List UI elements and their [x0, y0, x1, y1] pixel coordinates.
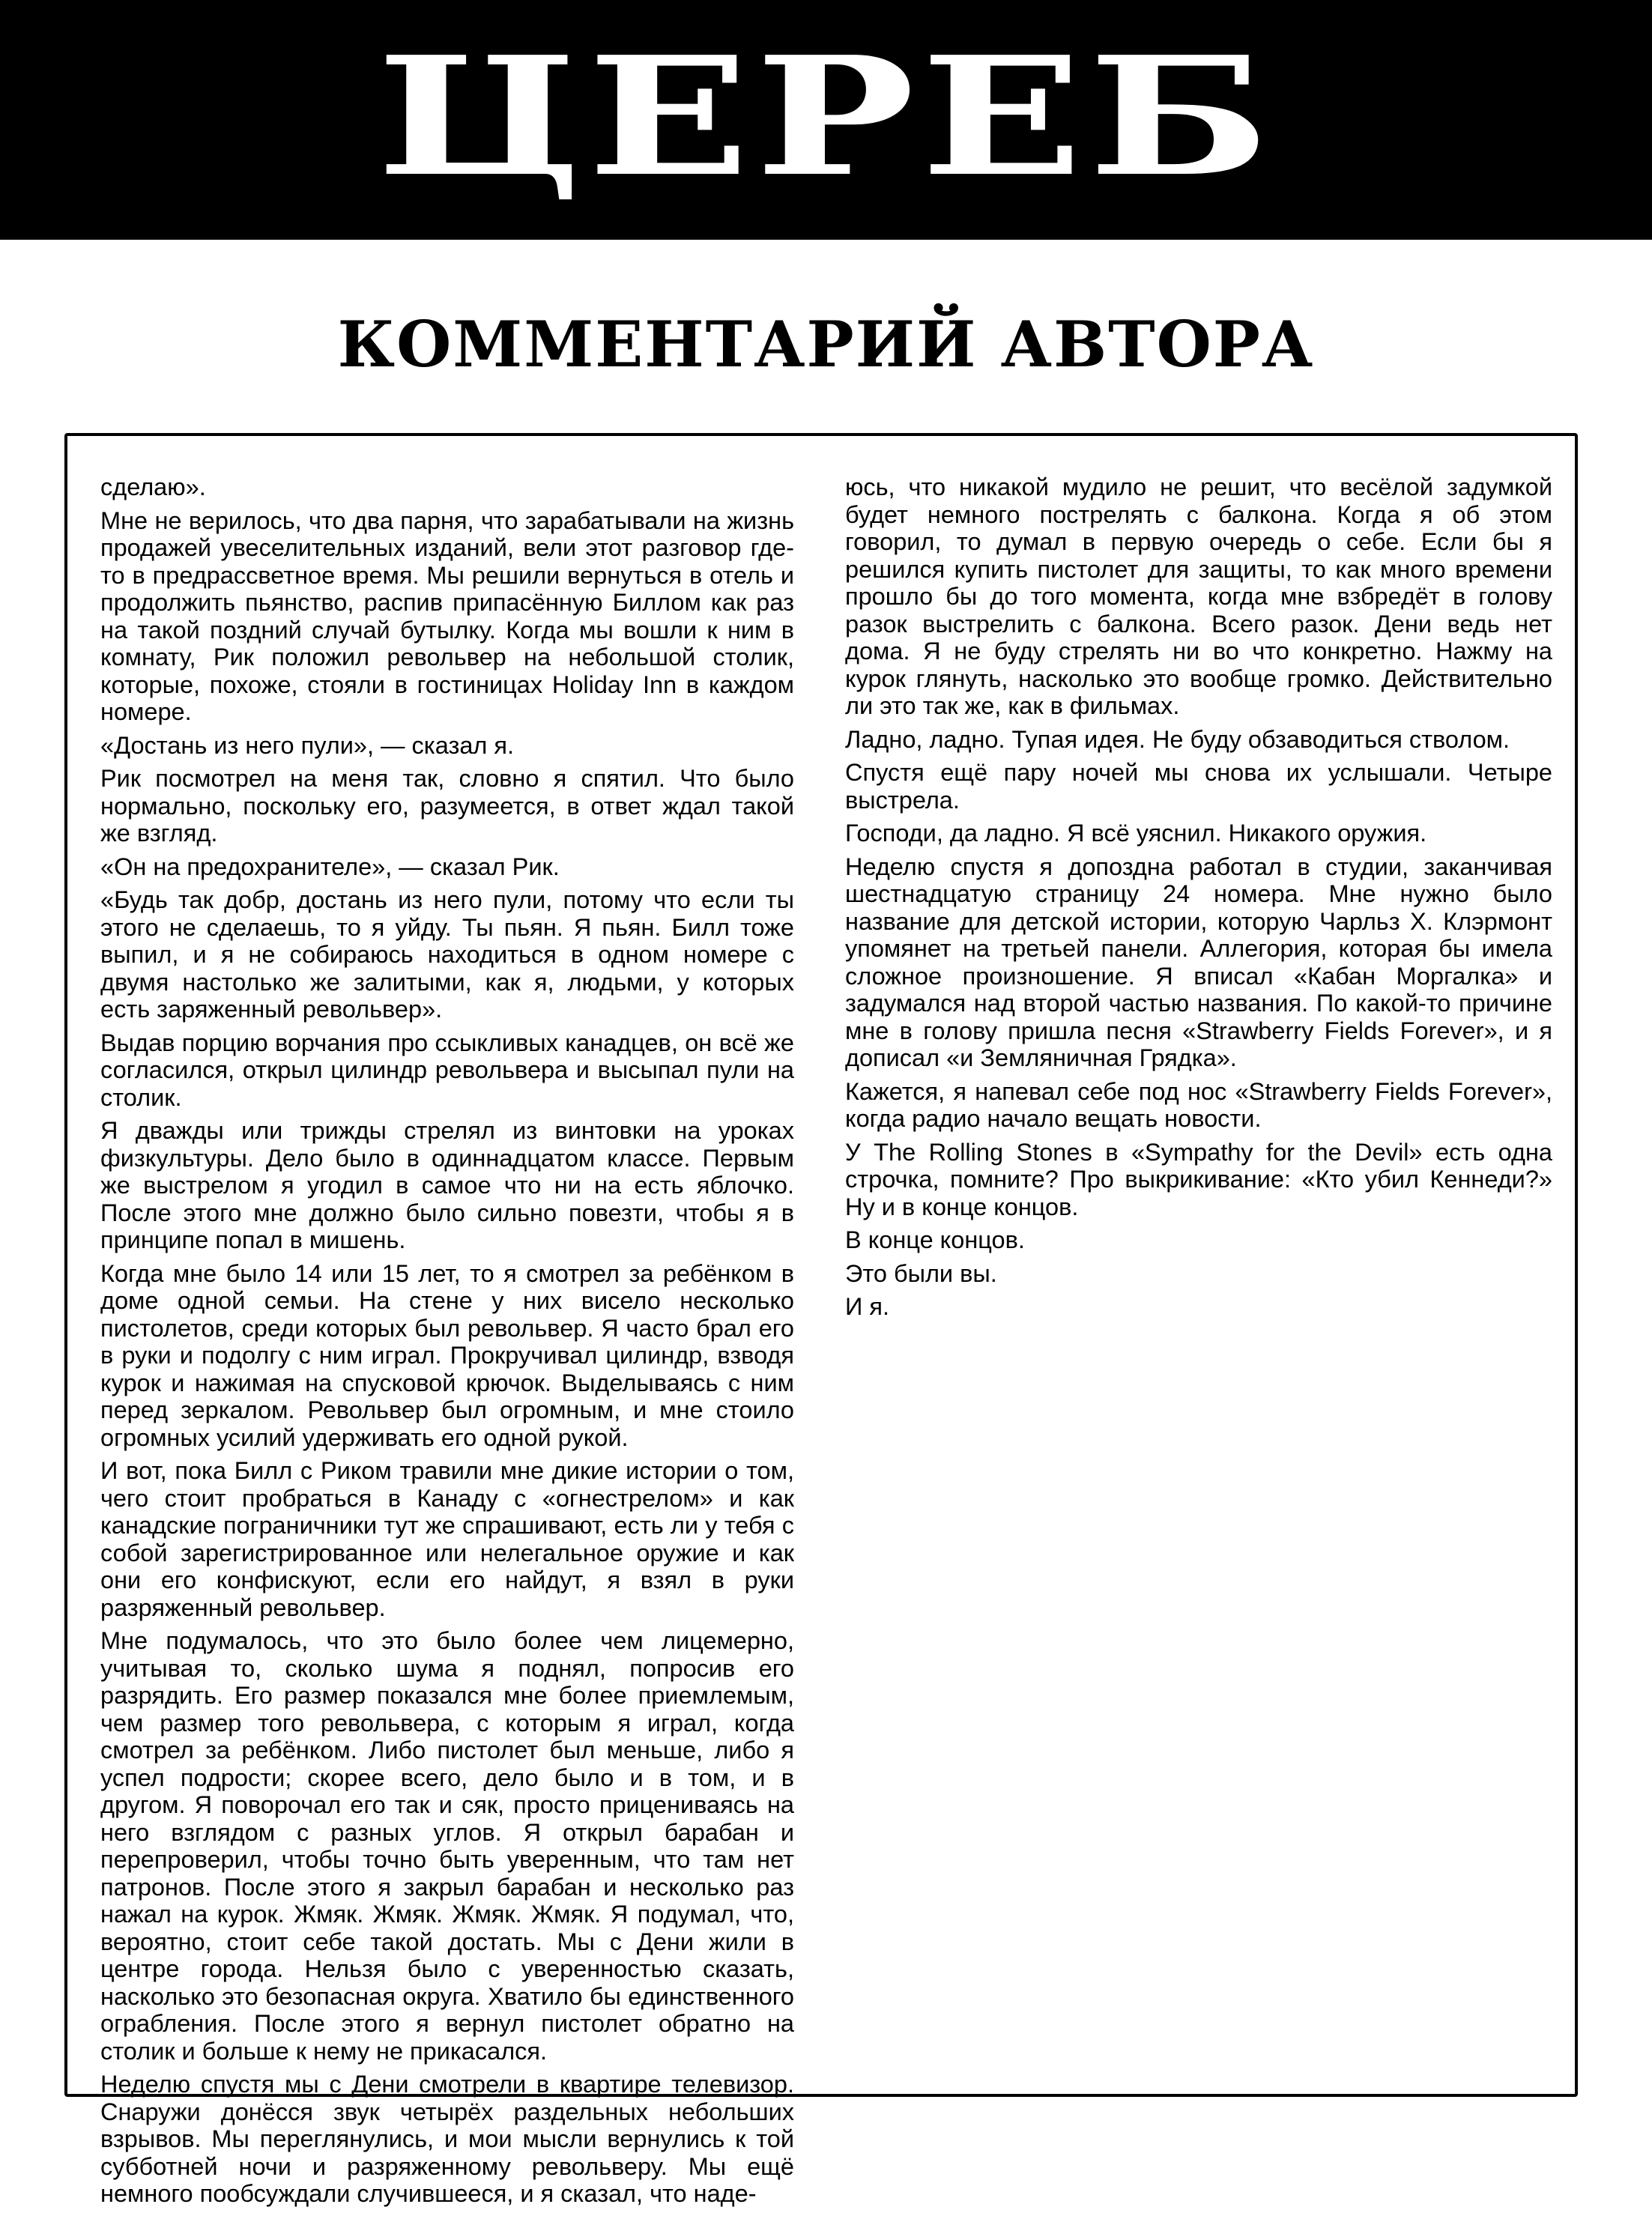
- paragraph: Мне не верилось, что два парня, что зарабатывали на жизнь продажей увеселительных изданий, вели этот разговор где-то в предрассветное время. Мы решили вернуться в отель и продолжить пьянство, распив припасённую Биллом как раз на такой поздний случай бутылку. Когда мы вошли к ним в комнату, Рик положил револьвер на небольшой столик, которые, похоже, стояли в гостиницах Holiday Inn в каждом номере.: [100, 506, 794, 725]
- paragraph: Спустя ещё пару ночей мы снова их услышали. Четыре выстрела.: [845, 759, 1552, 814]
- paragraph: «Он на предохранителе», — сказал Рик.: [100, 853, 560, 880]
- page-title: КОММЕНТАРИЙ АВТОРА: [337, 307, 1315, 381]
- right-text-column: [845, 473, 1552, 1327]
- paragraph: Ладно, ладно. Тупая идея. Не буду обзаводиться стволом.: [845, 725, 1510, 753]
- paragraph: Я дважды или трижды стрелял из винтовки на уроках физкультуры. Дело было в одиннадцатом классе. Первым же выстрелом я угодил в самое что ни на есть яблочко. После этого мне должно было сильно повезти, чтобы я в принципе попал в мишень.: [100, 1117, 794, 1253]
- paragraph: И вот, пока Билл с Риком травили мне дикие истории о том, чего стоит пробраться в Канаду с «огнестрелом» и как канадские пограничники тут же спрашивают, есть ли у тебя с собой зарегистрированное или нелегальное оружие и как они его конфискуют, если его найдут, я взял в руки разряженный револьвер.: [100, 1457, 794, 1621]
- paragraph: Неделю спустя мы с Дени смотрели в квартире телевизор. Снаружи донёсся звук четырёх раздельных небольших взрывов. Мы переглянулись, и мои мысли вернулись к той субботней ночи и разряженному револьверу. Мы ещё немного пообсуждали случившееся, и я сказал, что наде-: [100, 2071, 794, 2207]
- text-frame: [64, 433, 1578, 2207]
- paragraph: У The Rolling Stones в «Sympathy for the Devil» есть одна строчка, помните? Про выкрикивание: «Кто убил Кеннеди?» Ну и в конце концов.: [845, 1138, 1552, 1220]
- paragraph: Неделю спустя я допоздна работал в студии, заканчивая шестнадцатую страницу 24 номера. Мне нужно было название для детской истории, которую Чарльз Х. Клэрмонт упомянет на третьей панели. Аллегория, которая бы имела сложное произношение. Я вписал «Кабан Моргалка» и задумался над второй частью названия. По какой-то причине мне в голову пришла песня «Strawberry Fields Forever», и я дописал «и Земляничная Грядка».: [845, 853, 1552, 1071]
- paragraph: «Будь так добр, достань из него пули, потому что если ты этого не сделаешь, то я уйду. Ты пьян. Я пьян. Билл тоже выпил, и я не собираюсь находиться в одном номере с двумя настолько же залитыми, как я, людьми, у которых есть заряженный револьвер».: [100, 886, 794, 1023]
- paragraph: Выдав порцию ворчания про ссыкливых канадцев, он всё же согласился, открыл цилиндр револьвера и высыпал пули на столик.: [100, 1029, 794, 1111]
- paragraph: В конце концов.: [845, 1226, 1025, 1253]
- paragraph: И я.: [845, 1293, 890, 1320]
- series-logo: ЦЕРЕБ: [376, 21, 1276, 213]
- paragraph: Это были вы.: [845, 1259, 997, 1287]
- paragraph: Рик посмотрел на меня так, словно я спятил. Что было нормально, поскольку его, разумеется, в ответ ждал такой же взгляд.: [100, 765, 794, 847]
- paragraph: Кажется, я напевал себе под нос «Strawberry Fields Forever», когда радио начало вещать новости.: [845, 1077, 1552, 1132]
- paragraph: «Достань из него пули», — сказал я.: [100, 731, 515, 759]
- left-text-column: [100, 473, 794, 2214]
- paragraph: Мне подумалось, что это было более чем лицемерно, учитывая то, сколько шума я поднял, попросив его разрядить. Его размер показался мне более приемлемым, чем размер того револьвера, с которым я играл, когда смотрел за ребёнком. Либо пистолет был меньше, либо я успел подрости; скорее всего, дело было и в том, и в другом. Я поворочал его так и сяк, просто прицениваясь на него взглядом с разных углов. Я открыл барабан и перепроверил, чтобы точно быть уверенным, что там нет патронов. После этого я закрыл барабан и несколько раз нажал на курок. Жмяк. Жмяк. Жмяк. Жмяк. Я подумал, что, вероятно, стоит себе такой достать. Мы с Дени жили в центре города. Нельзя было с уверенностью сказать, насколько это безопасная округа. Хватило бы единственного ограбления. После этого я вернул пистолет обратно на столик и больше к нему не прикасался.: [100, 1627, 794, 2065]
- paragraph: Когда мне было 14 или 15 лет, то я смотрел за ребёнком в доме одной семьи. На стене у них висело несколько пистолетов, среди которых был револьвер. Я часто брал его в руки и подолгу с ним играл. Прокручивал цилиндр, взводя курок и нажимая на спусковой крючок. Выделываясь с ним перед зеркалом. Револьвер был огромным, и мне стоило огромных усилий удерживать его одной рукой.: [100, 1259, 794, 1451]
- paragraph: сделаю».: [100, 473, 206, 500]
- paragraph: Господи, да ладно. Я всё уяснил. Никакого оружия.: [845, 820, 1427, 847]
- paragraph: юсь, что никакой мудило не решит, что весёлой задумкой будет немного пострелять с балкона. Когда я об этом говорил, то думал в первую очередь о себе. Если бы я решился купить пистолет для защиты, то как много времени прошло бы до того момента, когда мне взбредёт в голову разок выстрелить с балкона. Всего разок. Дени ведь нет дома. Я не буду стрелять ни во что конкретно. Нажму на курок глянуть, насколько это вообще громко. Действительно ли это так же, как в фильмах.: [845, 473, 1552, 719]
- title-banner: [0, 0, 1652, 240]
